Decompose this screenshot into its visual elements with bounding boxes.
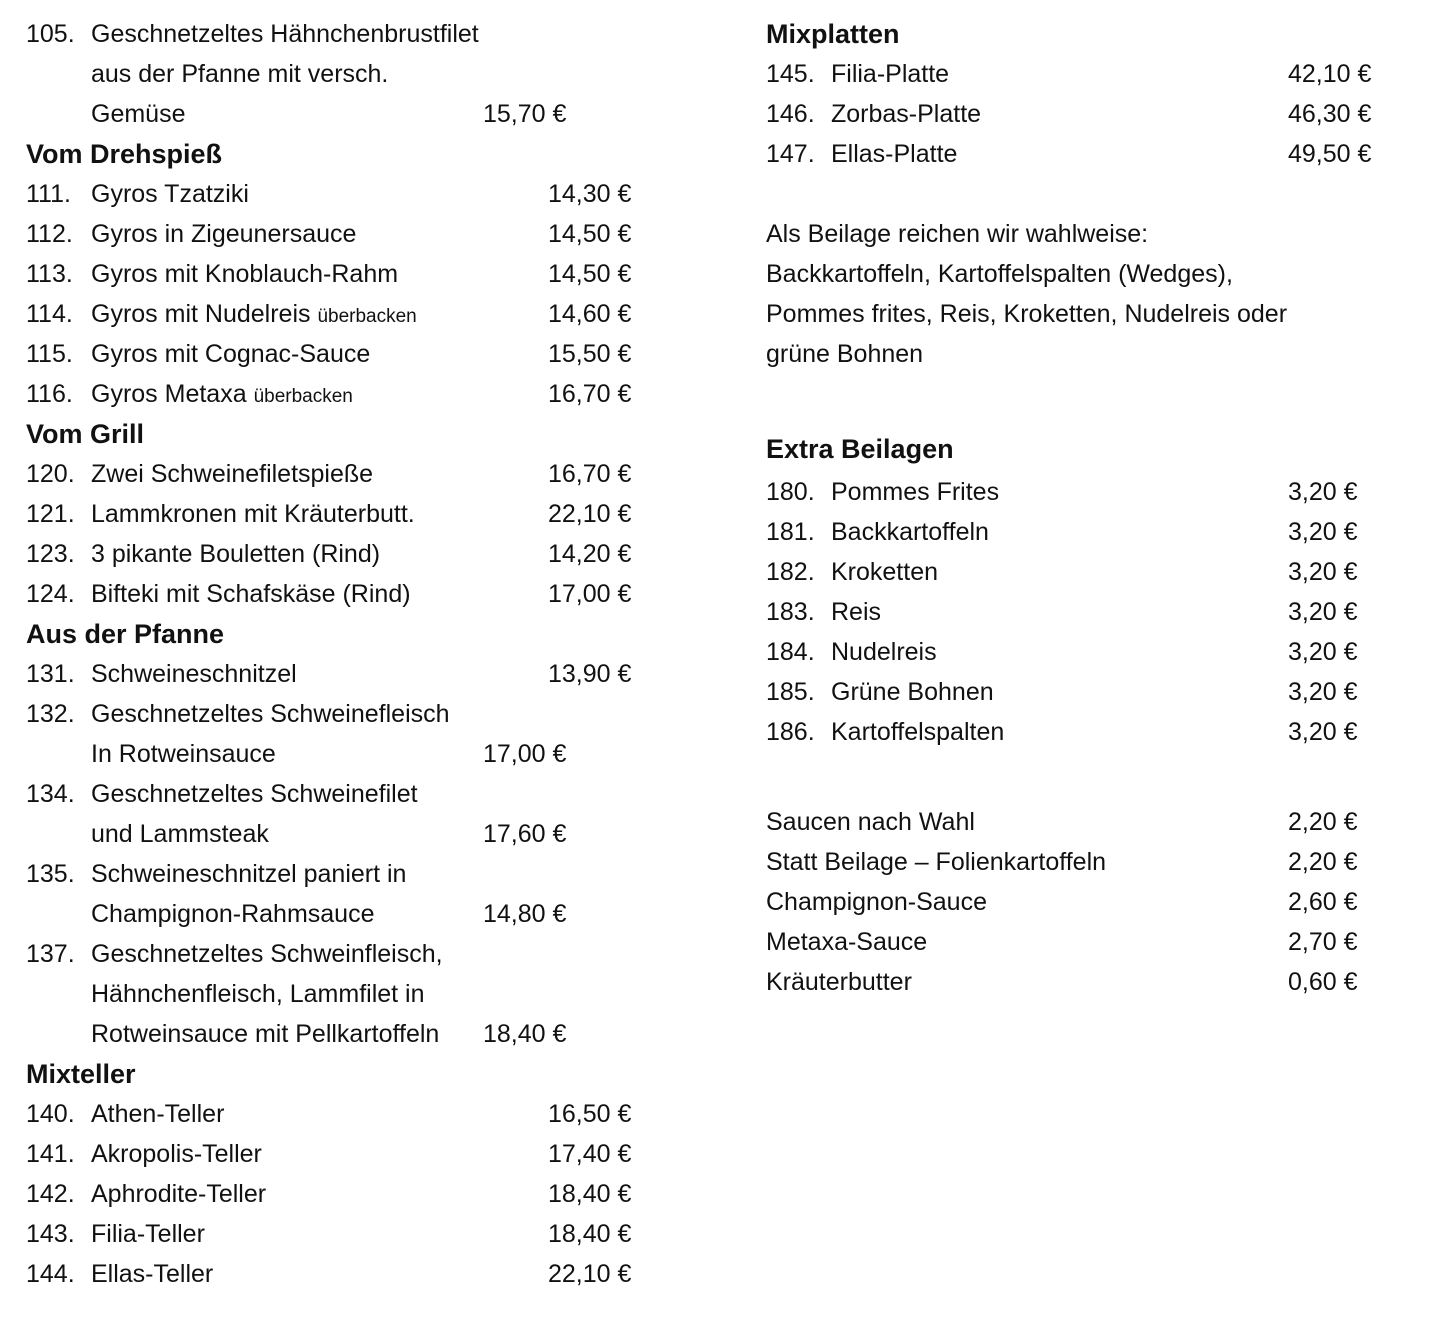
item-price: 2,20 € — [1288, 808, 1358, 836]
section-heading-extra-beilagen: Extra Beilagen — [766, 434, 954, 464]
item-price: 49,50 € — [1288, 140, 1372, 168]
menu-item-116 — [26, 374, 656, 414]
item-name: Gyros in Zigeunersauce — [91, 220, 357, 248]
item-name: Pommes Frites — [831, 478, 1000, 506]
item-name: Rotweinsauce mit Pellkartoffeln — [91, 1020, 440, 1048]
item-price: 16,70 € — [548, 380, 632, 408]
item-number: 144. — [26, 1260, 75, 1288]
item-number: 180. — [766, 478, 815, 506]
item-name: Gemüse — [91, 100, 186, 128]
menu-item-141 — [26, 1134, 656, 1174]
note-line: Backkartoffeln, Kartoffelspalten (Wedges), — [766, 260, 1233, 288]
right-column — [766, 14, 1406, 1002]
item-name: Gyros Tzatziki — [91, 180, 249, 208]
item-name: Filia-Teller — [91, 1220, 205, 1248]
drehspiess-list — [26, 174, 656, 414]
menu-item-137-line3 — [26, 1014, 656, 1054]
menu-item-113 — [26, 254, 656, 294]
item-number: 135. — [26, 860, 75, 888]
menu-item-146 — [766, 94, 1406, 134]
item-name: Kräuterbutter — [766, 968, 912, 996]
item-name: In Rotweinsauce — [91, 740, 276, 768]
item-number: 186. — [766, 718, 815, 746]
menu-item-121 — [26, 494, 656, 534]
sauce-item — [766, 802, 1406, 842]
mixteller-list — [26, 1094, 656, 1294]
item-number: 123. — [26, 540, 75, 568]
item-number: 147. — [766, 140, 815, 168]
item-price: 14,50 € — [548, 260, 632, 288]
menu-item-115 — [26, 334, 656, 374]
section-heading-grill: Vom Grill — [26, 419, 145, 449]
grill-list — [26, 454, 656, 614]
menu-item-181 — [766, 512, 1406, 552]
menu-item-135-line2 — [26, 894, 656, 934]
item-name: Aphrodite-Teller — [91, 1180, 267, 1208]
menu-item-147 — [766, 134, 1406, 174]
item-price: 3,20 € — [1288, 718, 1358, 746]
item-number: 131. — [26, 660, 75, 688]
item-price: 3,20 € — [1288, 638, 1358, 666]
item-number: 184. — [766, 638, 815, 666]
item-number: 115. — [26, 340, 73, 368]
spacer — [766, 752, 1406, 802]
menu-item-114 — [26, 294, 656, 334]
item-number: 124. — [26, 580, 75, 608]
beilage-note — [766, 214, 1406, 374]
left-column — [26, 14, 656, 1294]
item-number: 120. — [26, 460, 75, 488]
item-name: Grüne Bohnen — [831, 678, 994, 706]
item-number: 183. — [766, 598, 815, 626]
item-number: 132. — [26, 700, 75, 728]
item-number: 134. — [26, 780, 75, 808]
item-name: aus der Pfanne mit versch. — [91, 60, 389, 88]
item-name: Geschnetzeltes Schweinefleisch — [91, 700, 450, 728]
menu-item-184 — [766, 632, 1406, 672]
note-line: grüne Bohnen — [766, 340, 924, 368]
item-name: Bifteki mit Schafskäse (Rind) — [91, 580, 411, 608]
item-price: 17,40 € — [548, 1140, 632, 1168]
item-name: Schweineschnitzel paniert in — [91, 860, 407, 888]
item-price: 18,40 € — [483, 1020, 567, 1048]
item-number: 111. — [26, 180, 71, 208]
item-price: 2,60 € — [1288, 888, 1358, 916]
item-price: 17,60 € — [483, 820, 567, 848]
menu-item-185 — [766, 672, 1406, 712]
item-number: 105. — [26, 20, 75, 48]
item-price: 18,40 € — [548, 1220, 632, 1248]
section-heading-mixplatten: Mixplatten — [766, 19, 900, 49]
mixplatten-list — [766, 54, 1406, 174]
item-price: 15,50 € — [548, 340, 632, 368]
item-number: 142. — [26, 1180, 75, 1208]
item-name: und Lammsteak — [91, 820, 269, 848]
item-name: Athen-Teller — [91, 1100, 225, 1128]
item-number: 121. — [26, 500, 75, 528]
menu-item-144 — [26, 1254, 656, 1294]
extra-beilagen-list — [766, 472, 1406, 752]
item-name: Ellas-Teller — [91, 1260, 214, 1288]
menu-item-134 — [26, 774, 656, 814]
item-name: Statt Beilage – Folienkartoffeln — [766, 848, 1107, 876]
item-name: 3 pikante Bouletten (Rind) — [91, 540, 381, 568]
menu-item-111 — [26, 174, 656, 214]
note-line: Als Beilage reichen wir wahlweise: — [766, 220, 1149, 248]
pfanne-list — [26, 654, 656, 1054]
item-name: Lammkronen mit Kräuterbutt. — [91, 500, 415, 528]
item-price: 14,50 € — [548, 220, 632, 248]
menu-item-105-line3 — [26, 94, 656, 134]
item-price: 3,20 € — [1288, 598, 1358, 626]
menu-item-186 — [766, 712, 1406, 752]
item-name: Reis — [831, 598, 882, 626]
menu-item-137 — [26, 934, 656, 974]
item-number: 181. — [766, 518, 815, 546]
menu-item-137-line2 — [26, 974, 656, 1014]
item-price: 3,20 € — [1288, 478, 1358, 506]
item-price: 0,60 € — [1288, 968, 1358, 996]
menu-item-183 — [766, 592, 1406, 632]
item-price: 14,60 € — [548, 300, 632, 328]
item-price: 14,30 € — [548, 180, 632, 208]
item-name: Geschnetzeltes Hähnchenbrustfilet — [91, 20, 479, 48]
item-number: 140. — [26, 1100, 75, 1128]
item-name: Champignon-Rahmsauce — [91, 900, 375, 928]
item-name: Geschnetzeltes Schweinfleisch, — [91, 940, 443, 968]
item-number: 141. — [26, 1140, 75, 1168]
item-number: 182. — [766, 558, 815, 586]
menu-item-182 — [766, 552, 1406, 592]
menu-item-180 — [766, 472, 1406, 512]
item-name: Schweineschnitzel — [91, 660, 297, 688]
sauce-item — [766, 842, 1406, 882]
item-number: 113. — [26, 260, 73, 288]
item-price: 17,00 € — [483, 740, 567, 768]
item-name: Ellas-Platte — [831, 140, 958, 168]
menu-item-112 — [26, 214, 656, 254]
spacer — [766, 374, 1406, 426]
section-heading-mixteller: Mixteller — [26, 1059, 136, 1089]
item-price: 42,10 € — [1288, 60, 1372, 88]
item-price: 13,90 € — [548, 660, 632, 688]
item-name: Zorbas-Platte — [831, 100, 982, 128]
item-name: Gyros mit Nudelreis — [91, 300, 311, 328]
item-price: 3,20 € — [1288, 678, 1358, 706]
item-price: 3,20 € — [1288, 518, 1358, 546]
item-price: 14,80 € — [483, 900, 567, 928]
item-price: 46,30 € — [1288, 100, 1372, 128]
item-name: Zwei Schweinefiletspieße — [91, 460, 374, 488]
sauce-item — [766, 922, 1406, 962]
item-price: 14,20 € — [548, 540, 632, 568]
item-number: 145. — [766, 60, 815, 88]
item-note: überbacken — [253, 386, 353, 407]
menu-item-143 — [26, 1214, 656, 1254]
item-price: 2,20 € — [1288, 848, 1358, 876]
item-name: Geschnetzeltes Schweinefilet — [91, 780, 418, 808]
item-price: 22,10 € — [548, 500, 632, 528]
item-name: Hähnchenfleisch, Lammfilet in — [91, 980, 425, 1008]
item-price: 16,50 € — [548, 1100, 632, 1128]
item-number: 137. — [26, 940, 75, 968]
menu-item-105-line2 — [26, 54, 656, 94]
menu-item-120 — [26, 454, 656, 494]
item-name: Filia-Platte — [831, 60, 950, 88]
item-number: 146. — [766, 100, 815, 128]
item-number: 114. — [26, 300, 73, 328]
menu-item-124 — [26, 574, 656, 614]
item-number: 143. — [26, 1220, 75, 1248]
section-heading-pfanne: Aus der Pfanne — [26, 619, 225, 649]
menu-item-132-line2 — [26, 734, 656, 774]
item-name: Gyros mit Knoblauch-Rahm — [91, 260, 399, 288]
item-name: Kartoffelspalten — [831, 718, 1005, 746]
item-number: 112. — [26, 220, 73, 248]
menu-item-131 — [26, 654, 656, 694]
item-price: 3,20 € — [1288, 558, 1358, 586]
menu-item-140 — [26, 1094, 656, 1134]
note-line: Pommes frites, Reis, Kroketten, Nudelreis oder — [766, 300, 1288, 328]
menu-item-135 — [26, 854, 656, 894]
sauce-item — [766, 882, 1406, 922]
spacer — [766, 174, 1406, 214]
item-price: 22,10 € — [548, 1260, 632, 1288]
item-name: Saucen nach Wahl — [766, 808, 975, 836]
section-heading-drehspiess: Vom Drehspieß — [26, 139, 223, 169]
menu-item-105 — [26, 14, 656, 54]
menu-item-134-line2 — [26, 814, 656, 854]
item-note: überbacken — [317, 306, 417, 327]
menu-item-145 — [766, 54, 1406, 94]
menu-item-142 — [26, 1174, 656, 1214]
item-name: Nudelreis — [831, 638, 937, 666]
item-price: 2,70 € — [1288, 928, 1358, 956]
item-price: 17,00 € — [548, 580, 632, 608]
item-number: 185. — [766, 678, 815, 706]
saucen-list — [766, 802, 1406, 1002]
item-number: 116. — [26, 380, 73, 408]
item-name: Kroketten — [831, 558, 939, 586]
item-name: Backkartoffeln — [831, 518, 989, 546]
item-name: Gyros Metaxa — [91, 380, 247, 408]
item-name: Akropolis-Teller — [91, 1140, 262, 1168]
sauce-item — [766, 962, 1406, 1002]
item-price: 15,70 € — [483, 100, 567, 128]
item-name: Champignon-Sauce — [766, 888, 987, 916]
item-name: Metaxa-Sauce — [766, 928, 928, 956]
menu-item-123 — [26, 534, 656, 574]
menu-item-132 — [26, 694, 656, 734]
item-name: Gyros mit Cognac-Sauce — [91, 340, 371, 368]
item-price: 18,40 € — [548, 1180, 632, 1208]
item-price: 16,70 € — [548, 460, 632, 488]
